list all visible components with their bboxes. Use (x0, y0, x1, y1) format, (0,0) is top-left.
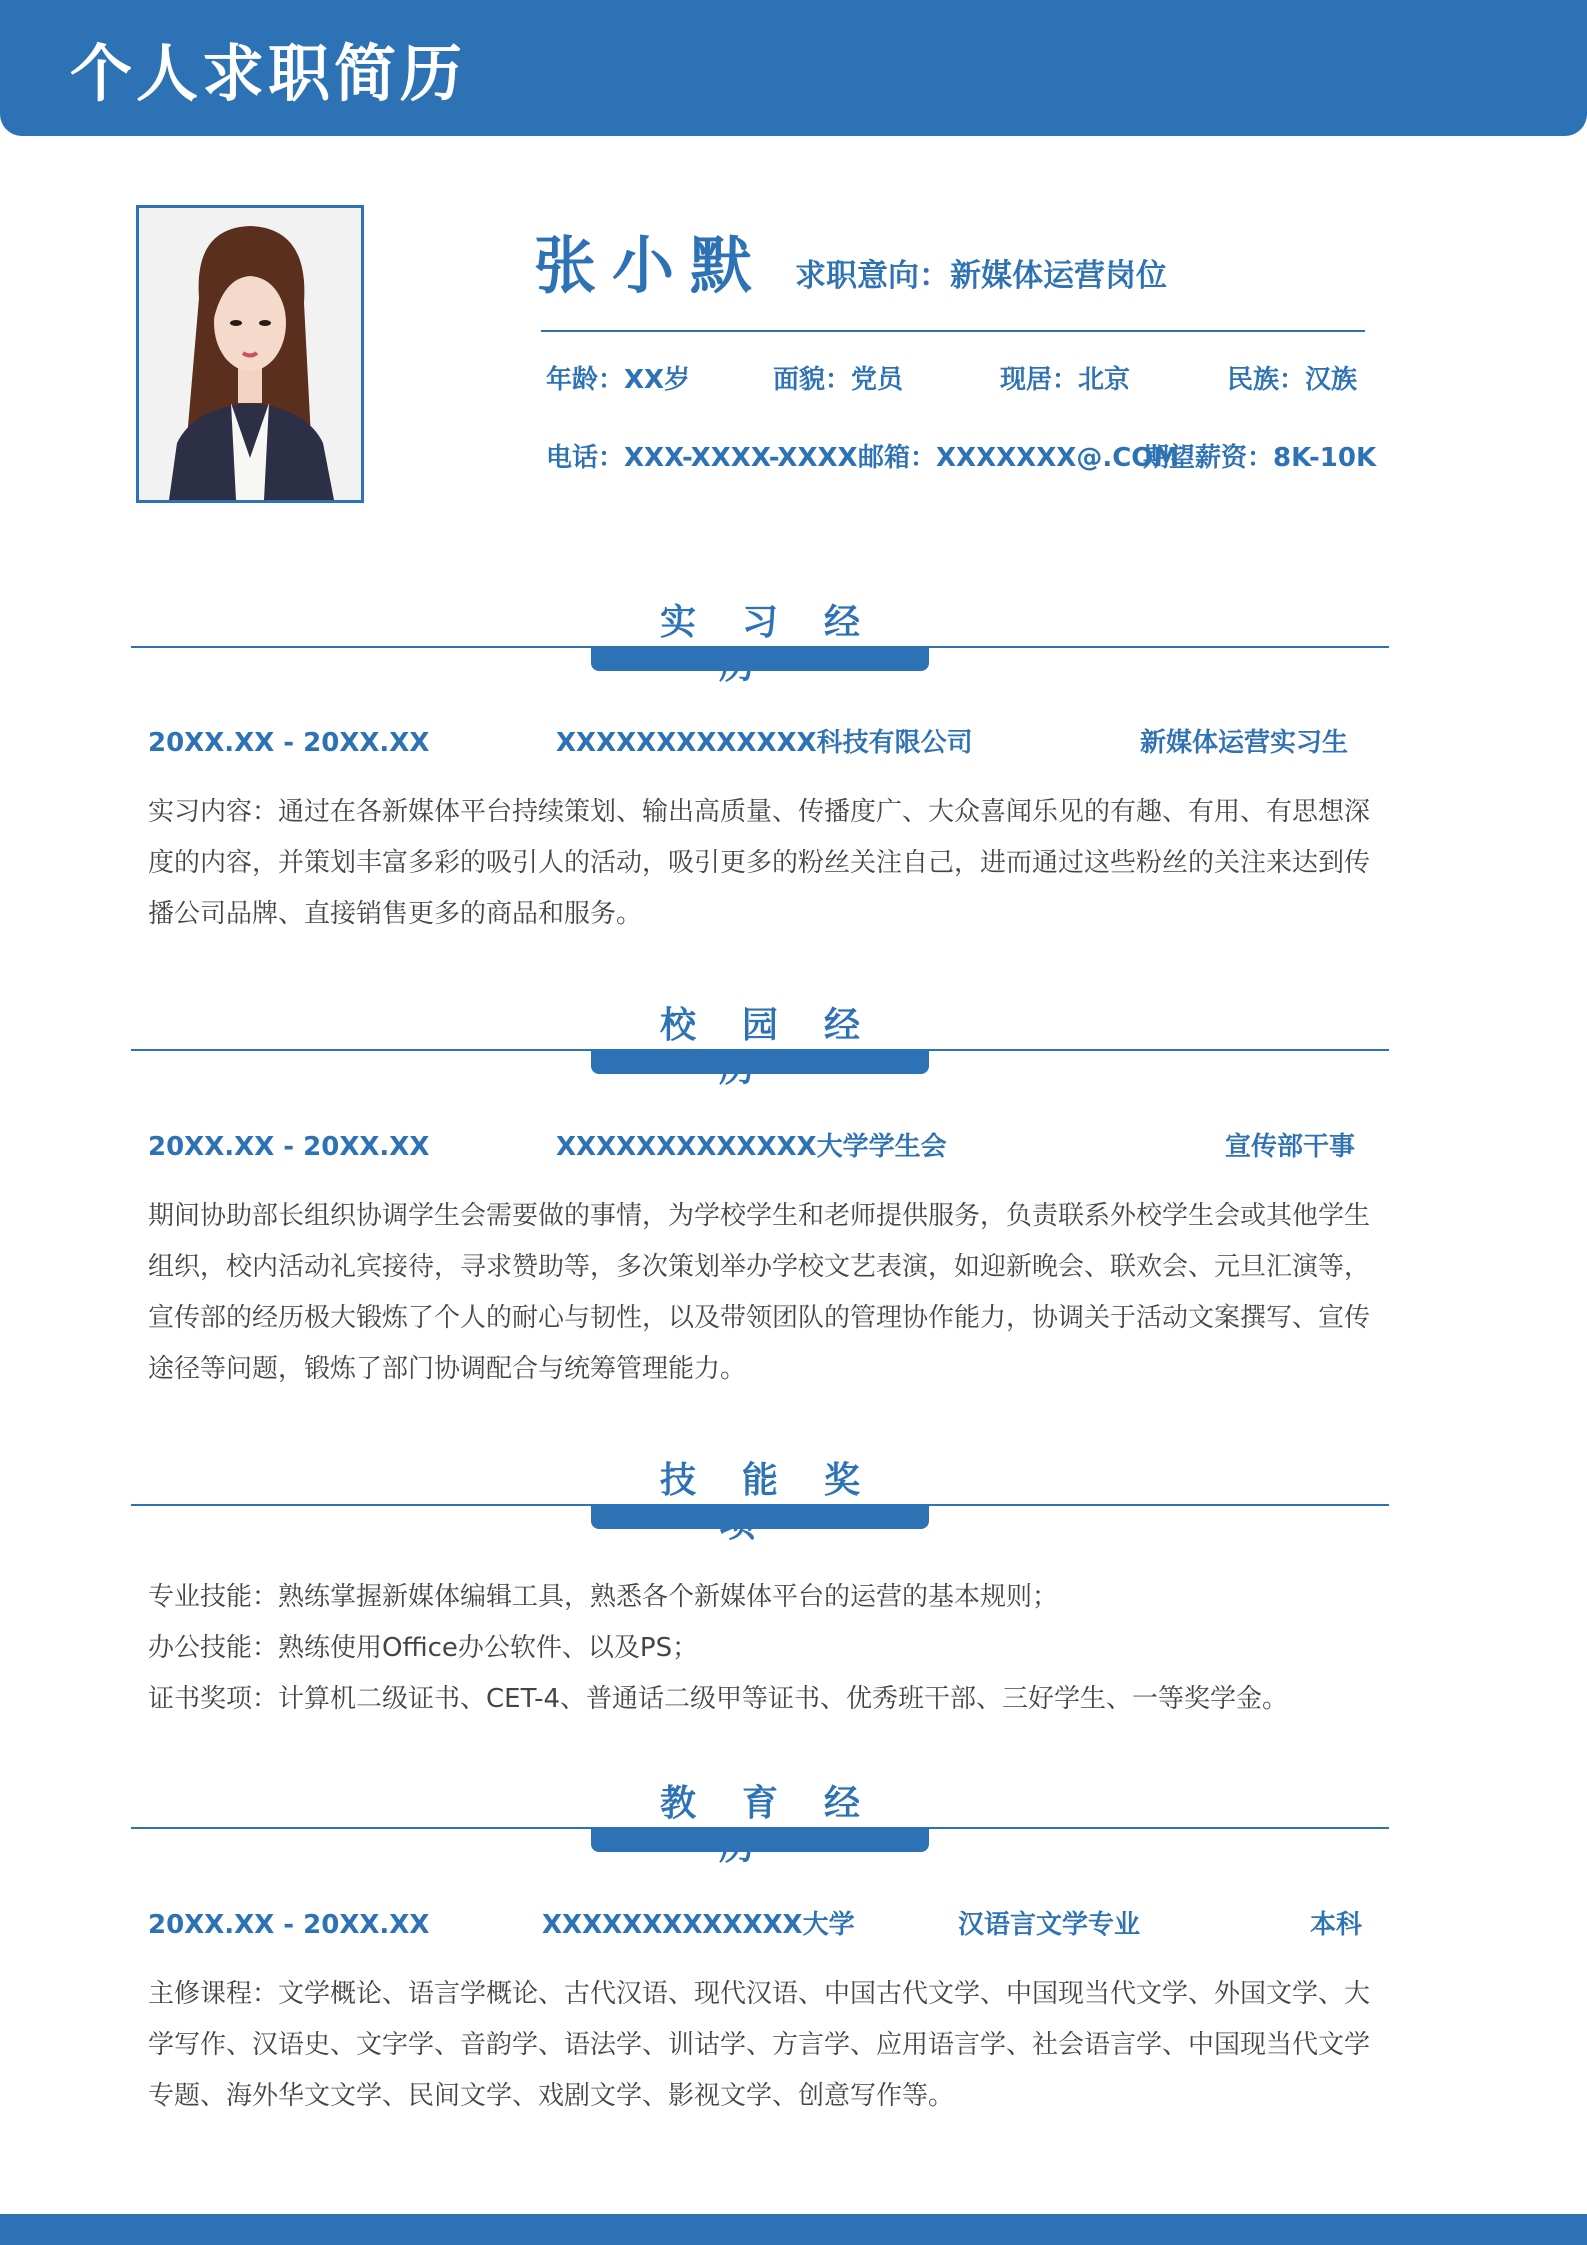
residence-field: 现居：北京 (1000, 365, 1131, 395)
section-title-internship: 实习经 (659, 602, 906, 643)
section-title-campus: 校园经 (659, 1005, 906, 1046)
section-title-education: 教育经 (659, 1783, 906, 1824)
skill-line-professional: 专业技能：熟练掌握新媒体编辑工具，熟悉各个新媒体平台的运营的基本规则； (148, 1582, 1059, 1612)
job-intention: 求职意向：新媒体运营岗位 (795, 258, 1167, 294)
age-field: 年龄：XX岁 (546, 365, 691, 395)
salary-field: 期望薪资：8K-10K (1143, 443, 1377, 473)
education-major: 汉语言文学专业 (958, 1910, 1141, 1940)
candidate-name: 张小默 (534, 229, 769, 302)
header-divider (541, 330, 1365, 332)
section-tab (591, 647, 929, 671)
internship-date: 20XX.XX - 20XX.XX (148, 728, 430, 758)
section-tab (591, 1505, 929, 1529)
education-degree: 本科 (1310, 1910, 1363, 1940)
education-date: 20XX.XX - 20XX.XX (148, 1910, 430, 1940)
internship-role: 新媒体运营实习生 (1140, 728, 1349, 758)
politics-field: 面貌：党员 (773, 365, 904, 395)
skill-line-office: 办公技能：熟练使用Office办公软件、以及PS； (148, 1633, 699, 1663)
skill-line-certificates: 证书奖项：计算机二级证书、CET-4、普通话二级甲等证书、优秀班干部、三好学生、一等奖学金。 (148, 1684, 1289, 1714)
campus-date: 20XX.XX - 20XX.XX (148, 1132, 430, 1162)
education-content: 主修课程：文学概论、语言学概论、古代汉语、现代汉语、中国古代文学、中国现当代文学、外国文学、大学写作、汉语史、文字学、音韵学、语法学、训诂学、方言学、应用语言学、社会语言学、中国现当代文学专题、海外华文文学、民间文学、戏剧文学、影视文学、创意写作等。 (148, 1979, 1371, 2111)
internship-content: 实习内容：通过在各新媒体平台持续策划、输出高质量、传播度广、大众喜闻乐见的有趣、有用、有思想深度的内容，并策划丰富多彩的吸引人的活动，吸引更多的粉丝关注自己，进而通过这些粉丝的关注来达到传播公司品牌、直接销售更多的商品和服务。 (148, 797, 1371, 929)
portrait-illustration (139, 208, 361, 500)
section-title-skills: 技能奖 (659, 1460, 906, 1501)
profile-photo (136, 205, 364, 503)
bottom-bar (0, 2214, 1587, 2245)
phone-field: 电话：XXX-XXXX-XXXX (546, 443, 858, 473)
section-tab (591, 1050, 929, 1074)
page-title: 个人求职简历 (70, 37, 467, 110)
email-field: 邮箱：XXXXXXX@.COM (858, 443, 1180, 473)
internship-company: XXXXXXXXXXXXX科技有限公司 (556, 728, 973, 758)
education-school: XXXXXXXXXXXXX大学 (542, 1910, 855, 1940)
campus-organization: XXXXXXXXXXXXX大学学生会 (556, 1132, 947, 1162)
skills-list (148, 1572, 1374, 1725)
section-tab (591, 1828, 929, 1852)
campus-content: 期间协助部长组织协调学生会需要做的事情，为学校学生和老师提供服务，负责联系外校学生会或其他学生组织，校内活动礼宾接待，寻求赞助等，多次策划举办学校文艺表演，如迎新晚会、联欢会、元旦汇演等，宣传部的经历极大锻炼了个人的耐心与韧性，以及带领团队的管理协作能力，协调关于活动文案撰写、宣传途径等问题，锻炼了部门协调配合与统筹管理能力。 (148, 1201, 1371, 1384)
ethnicity-field: 民族：汉族 (1227, 365, 1358, 395)
campus-role: 宣传部干事 (1225, 1132, 1356, 1162)
